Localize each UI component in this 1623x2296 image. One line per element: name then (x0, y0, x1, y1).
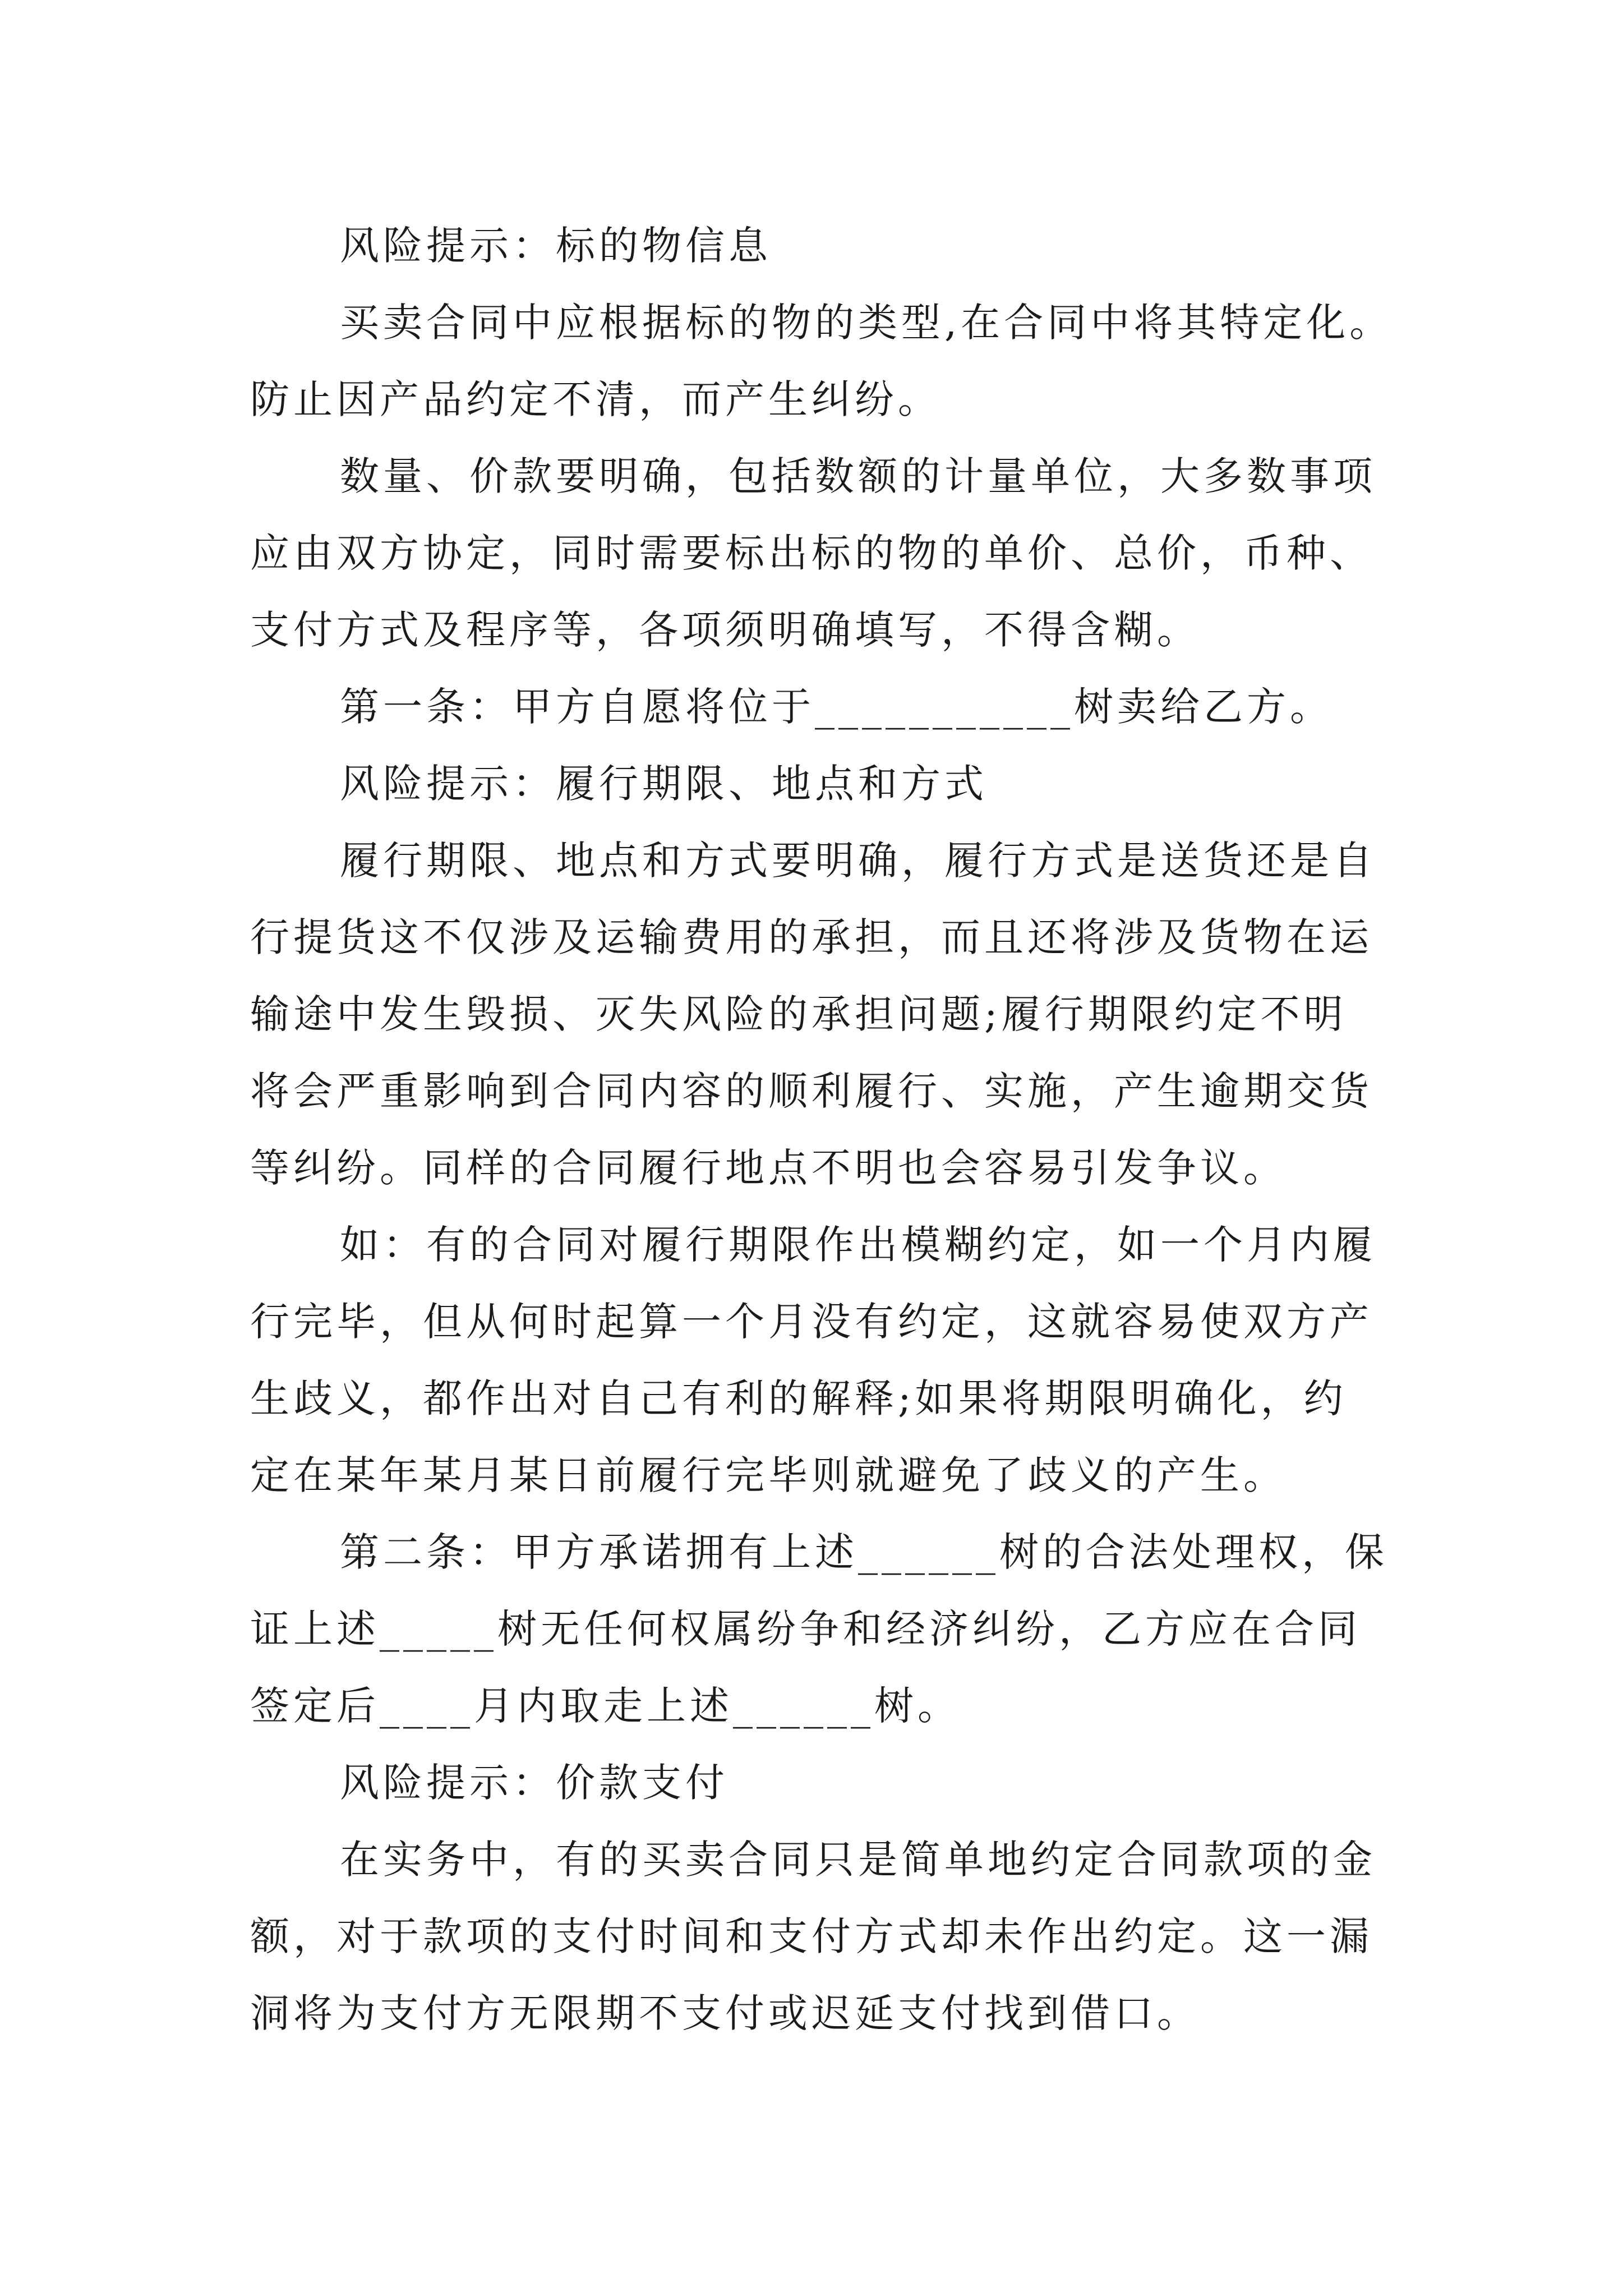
clause-2: 第二条：甲方承诺拥有上述______树的合法处理权，保 (340, 1529, 1388, 1575)
paragraph-line: 支付方式及程序等，各项须明确填写，不得含糊。 (250, 607, 1200, 653)
paragraph-line: 行提货这不仅涉及运输费用的承担，而且还将涉及货物在运 (250, 914, 1373, 960)
paragraph-line: 证上述_____树无任何权属纷争和经济纠纷，乙方应在合同 (250, 1606, 1361, 1652)
paragraph-line: 生歧义，都作出对自己有利的解释;如果将期限明确化，约 (250, 1375, 1347, 1421)
paragraph-line: 签定后____月内取走上述______树。 (250, 1683, 961, 1729)
paragraph-line: 数量、价款要明确，包括数额的计量单位，大多数事项 (340, 453, 1376, 499)
paragraph-line: 应由双方协定，同时需要标出标的物的单价、总价，币种、 (250, 530, 1373, 576)
heading-risk-subject-info: 风险提示：标的物信息 (340, 223, 772, 269)
paragraph-line: 在实务中，有的买卖合同只是简单地约定合同款项的金 (340, 1837, 1376, 1883)
paragraph-line: 履行期限、地点和方式要明确，履行方式是送货还是自 (340, 838, 1376, 884)
paragraph-line: 输途中发生毁损、灭失风险的承担问题;履行期限约定不明 (250, 991, 1347, 1037)
paragraph-line: 买卖合同中应根据标的物的类型,在合同中将其特定化。 (340, 300, 1393, 346)
paragraph-line: 如：有的合同对履行期限作出模糊约定，如一个月内履 (340, 1222, 1376, 1268)
heading-risk-payment: 风险提示：价款支付 (340, 1760, 728, 1806)
paragraph-line: 行完毕，但从何时起算一个月没有约定，这就容易使双方产 (250, 1299, 1373, 1345)
paragraph-line: 等纠纷。同样的合同履行地点不明也会容易引发争议。 (250, 1145, 1287, 1191)
paragraph-line: 防止因产品约定不清，而产生纠纷。 (250, 376, 941, 422)
paragraph-line: 额，对于款项的支付时间和支付方式却未作出约定。这一漏 (250, 1913, 1373, 1959)
heading-risk-performance: 风险提示：履行期限、地点和方式 (340, 761, 988, 807)
clause-1: 第一条：甲方自愿将位于___________树卖给乙方。 (340, 684, 1333, 730)
document-body (250, 208, 1393, 2052)
paragraph-line: 定在某年某月某日前履行完毕则就避免了歧义的产生。 (250, 1452, 1287, 1498)
paragraph-line: 将会严重影响到合同内容的顺利履行、实施，产生逾期交货 (250, 1068, 1373, 1114)
paragraph-line: 洞将为支付方无限期不支付或迟延支付找到借口。 (250, 1990, 1200, 2036)
